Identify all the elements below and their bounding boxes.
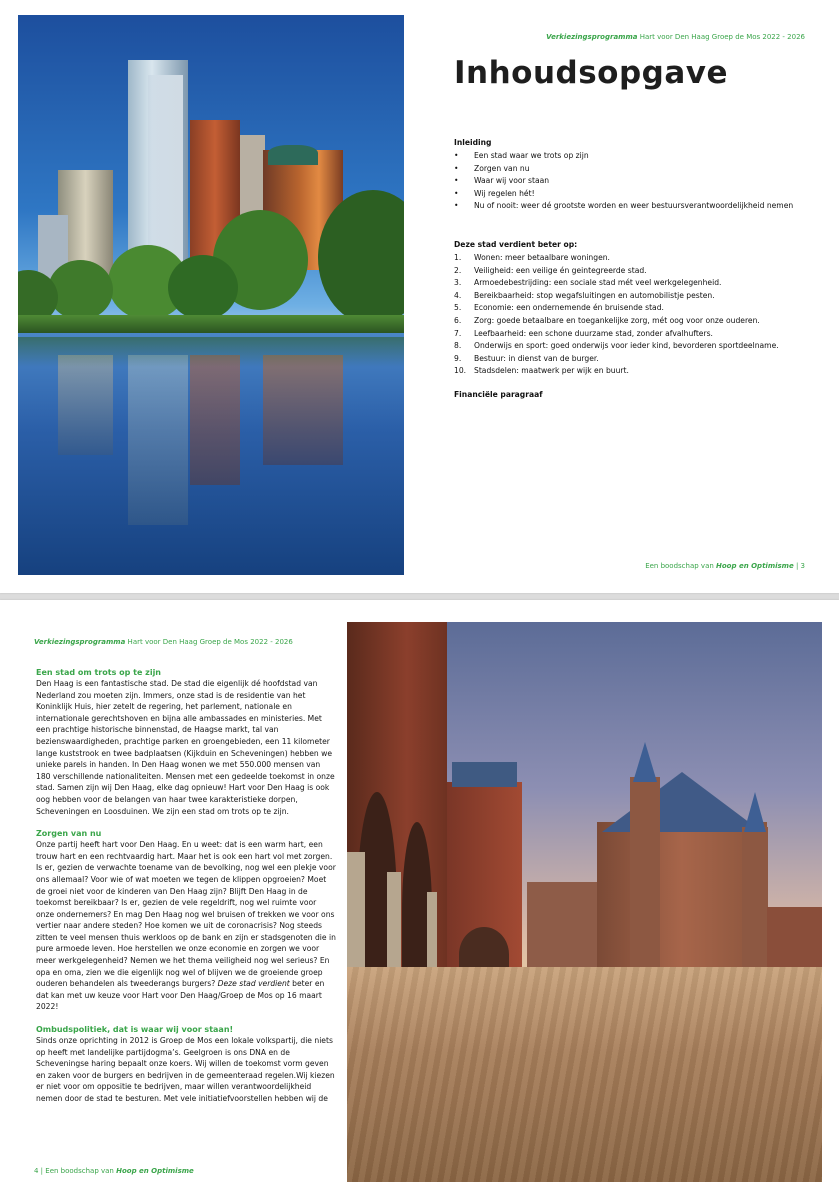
toc-intro-item[interactable]: • Waar wij voor staan [454,176,550,186]
toc-intro-item[interactable]: • Wij regelen hét! [454,188,535,198]
section-heading: Ombudspolitiek, dat is waar wij voor staan! [36,1025,234,1035]
section-body: Onze partij heeft hart voor Den Haag. En u weet: dat is een warm hart, een trouw hart en een rechtvaardig hart. Maar het is ook een hart vol met zorgen. Is er, gezien de verwachte toename van de bevolking, nog wel een plekje voor ons allemaal? Voor wie of wat moeten we tegen de klippen opgroeien? Moet de groei niet voor de kinderen van Den Haag zijn? Blijft Den Haag in de toekomst bereikbaar? Is er, gezien de vele regeldrift, nog wel ruimte voor onze ondernemers? En mag Den Haag nog wel bruisen of trekken we voor ons vertier naar andere steden? Hoe komen we uit de coronacrisis? Nog steeds zitten te veel mensen thuis werkloos op de bank en zijn er stadsgenoten die in pure armoede leven. Hoe herstellen we onze economie en zorgen we voor meer werkgelegenheid? Nemen we het thema veiligheid nog wel serieus? En opa en oma, zien we die eigenlijk nog wel of blijven we de groeiende groep ouderen behandelen als tweederangs burgers? Deze stad verdient beter en dat kan met uw keuze voor Hart voor Den Haag/Groep de Mos op 16 maart 2022! [36,840,336,1012]
toc-city-item[interactable]: 8. Onderwijs en sport: goed onderwijs voor ieder kind, bevorderen sportdeelname. [454,341,779,351]
page-3 [0,0,839,593]
toc-city-item[interactable]: 7. Leefbaarheid: een schone duurzame stad, zonder afvalhufters. [454,328,713,338]
toc-financial-item[interactable]: Financiële paragraaf [454,390,543,399]
toc-intro-item[interactable]: • Nu of nooit: weer dé grootste worden en weer bestuursverantwoordelijkheid nemen [454,201,794,211]
toc-intro-item[interactable]: • Zorgen van nu [454,163,530,173]
page-footer: Een boodschap van Hoop en Optimisme | 3 [645,562,805,570]
article-column [36,668,336,1117]
toc-city-item[interactable]: 9. Bestuur: in dienst van de burger. [454,353,599,363]
toc-city-section [454,240,779,378]
toc-intro-heading: Inleiding [454,138,492,147]
toc-city-item[interactable]: 1. Wonen: meer betaalbare woningen. [454,253,610,262]
section-body: Den Haag is een fantastische stad. De stad die eigenlijk dé hoofdstad van Nederland zou moeten zijn. Immers, onze stad is de residentie van het Koninklijk Huis, hier zetelt de regering, het parlement, nationale en internationale gerechtshoven en bijna alle ambassades en ministeries. Met een prachtige historische binnenstad, de Haagse markt, tal van bezienswaardigheden, prachtige parken en groengebieden, een 11 kilometer lange kuststrook en twee badplaatsen (Kijkduin en Scheveningen) hebben we unieke parels in handen. In Den Haag wonen we met 550.000 mensen van 180 verschillende nationaliteiten. Mensen met een gedeelde toekomst in onze stad. Samen zijn wij Den Haag, elke dag opnieuw! Hart voor Den Haag is ook oog hebben voor de belangen van haar twee karakteristieke dorpen, Scheveningen en Loosduinen. We zijn een stad om trots op te zijn. [36,679,335,816]
section-heading: Een stad om trots op te zijn [36,668,161,677]
toc-intro-section [454,138,793,213]
toc-city-item[interactable]: 5. Economie: een ondernemende én bruisende stad. [454,303,664,313]
toc-intro-item[interactable]: • Een stad waar we trots op zijn [454,151,589,160]
toc-city-item[interactable]: 2. Veiligheid: een veilige én geintegreerde stad. [454,265,647,275]
section-body: Sinds onze oprichting in 2012 is Groep de Mos een lokale volkspartij, die niets op heeft met landelijke partijdogma’s. Geelgroen is ons DNA en de Scheveningse haring bepaalt onze koers. Wij willen de toekomst vorm geven en zaken voor de burgers en bedrijven in de gemeenteraad regelen.Wij kiezen er niet voor om oppositie te bedrijven, maar willen verantwoordelijkheid nemen door de stad te besturen. Met vele initiatiefvoorstellen hebben wij de [36,1036,335,1103]
running-head: Verkiezingsprogramma Hart voor Den Haag Groep de Mos 2022 - 2026 [546,33,805,41]
binnenhof-photo [347,622,822,1182]
toc-city-item[interactable]: 4. Bereikbaarheid: stop wegafsluitingen en automobilistje pesten. [454,290,715,300]
skyline-photo [18,15,404,575]
page-footer: 4 | Een boodschap van Hoop en Optimisme [34,1167,194,1175]
page-title: Inhoudsopgave [454,55,729,91]
section-heading: Zorgen van nu [36,829,102,839]
toc-city-item[interactable]: 6. Zorg: goede betaalbare en toegankelijke zorg, mét oog voor onze ouderen. [454,315,760,325]
toc-city-item[interactable]: 3. Armoedebestrijding: een sociale stad mét veel werkgelegenheid. [454,278,722,288]
toc-city-item[interactable]: 10. Stadsdelen: maatwerk per wijk en buurt. [454,366,629,376]
running-head: Verkiezingsprogramma Hart voor Den Haag Groep de Mos 2022 - 2026 [34,638,293,646]
toc-city-heading: Deze stad verdient beter op: [454,240,578,249]
